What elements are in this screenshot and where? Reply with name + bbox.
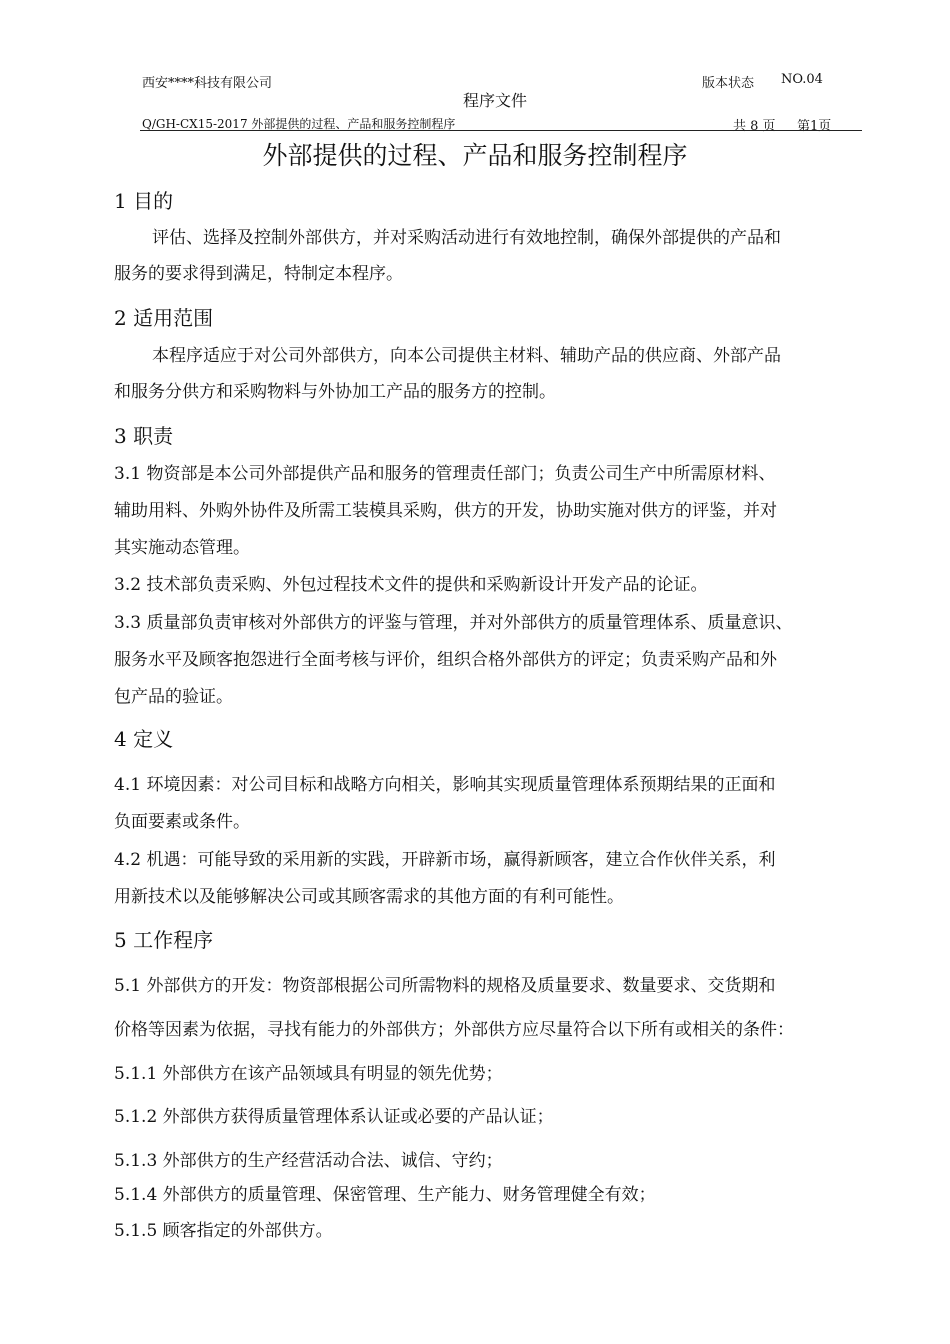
- list-item: 5.1.4 外部供方的质量管理、保密管理、生产能力、财务管理健全有效；: [114, 1185, 656, 1205]
- section-heading: 4 定义: [114, 727, 174, 751]
- paragraph-line: 3.1 物资部是本公司外部提供产品和服务的管理责任部门；负责公司生产中所需原材料、: [114, 464, 776, 484]
- list-item: 5.1.1 外部供方在该产品领域具有明显的领先优势；: [114, 1064, 503, 1084]
- version-value: NO.04: [781, 72, 823, 87]
- paragraph-line: 服务的要求得到满足，特制定本程序。: [114, 264, 403, 284]
- doc-code-title: Q/GH-CX15-2017 外部提供的过程、产品和服务控制程序: [142, 117, 456, 131]
- list-item: 5.1.2 外部供方获得质量管理体系认证或必要的产品认证；: [114, 1107, 554, 1127]
- total-pages: 共 8 页: [733, 119, 776, 134]
- paragraph-line: 5.1 外部供方的开发：物资部根据公司所需物料的规格及质量要求、数量要求、交货期和: [114, 976, 776, 996]
- paragraph-line: 4.2 机遇：可能导致的采用新的实践，开辟新市场，赢得新顾客，建立合作伙伴关系，利: [114, 850, 776, 870]
- paragraph-line: 包产品的验证。: [114, 687, 233, 707]
- list-item: 5.1.5 顾客指定的外部供方。: [114, 1221, 333, 1241]
- section-heading: 2 适用范围: [114, 306, 214, 330]
- doc-type: 程序文件: [463, 91, 528, 110]
- current-page: 第1页: [797, 119, 832, 134]
- paragraph-line: 评估、选择及控制外部供方，并对采购活动进行有效地控制，确保外部提供的产品和: [152, 228, 781, 248]
- section-heading: 3 职责: [114, 424, 174, 448]
- section-heading: 5 工作程序: [114, 928, 214, 952]
- paragraph-line: 辅助用料、外购外协件及所需工装模具采购，供方的开发，协助实施对供方的评鉴，并对: [114, 501, 777, 521]
- page-title: 外部提供的过程、产品和服务控制程序: [262, 141, 688, 170]
- section-heading: 1 目的: [114, 189, 174, 213]
- paragraph-line: 3.2 技术部负责采购、外包过程技术文件的提供和采购新设计开发产品的论证。: [114, 575, 708, 595]
- company-name: 西安****科技有限公司: [142, 76, 273, 91]
- paragraph-line: 和服务分供方和采购物料与外协加工产品的服务方的控制。: [114, 382, 556, 402]
- paragraph-line: 本程序适应于对公司外部供方，向本公司提供主材料、辅助产品的供应商、外部产品: [152, 346, 781, 366]
- paragraph-line: 用新技术以及能够解决公司或其顾客需求的其他方面的有利可能性。: [114, 887, 624, 907]
- paragraph-line: 其实施动态管理。: [114, 538, 250, 558]
- version-label: 版本状态: [702, 76, 755, 91]
- header-rule: [140, 130, 862, 131]
- paragraph-line: 4.1 环境因素：对公司目标和战略方向相关，影响其实现质量管理体系预期结果的正面和: [114, 775, 776, 795]
- paragraph-line: 3.3 质量部负责审核对外部供方的评鉴与管理，并对外部供方的质量管理体系、质量意识、: [114, 613, 793, 633]
- paragraph-line: 价格等因素为依据，寻找有能力的外部供方；外部供方应尽量符合以下所有或相关的条件：: [114, 1020, 794, 1040]
- list-item: 5.1.3 外部供方的生产经营活动合法、诚信、守约；: [114, 1151, 503, 1171]
- paragraph-line: 服务水平及顾客抱怨进行全面考核与评价，组织合格外部供方的评定；负责采购产品和外: [114, 650, 777, 670]
- paragraph-line: 负面要素或条件。: [114, 812, 250, 832]
